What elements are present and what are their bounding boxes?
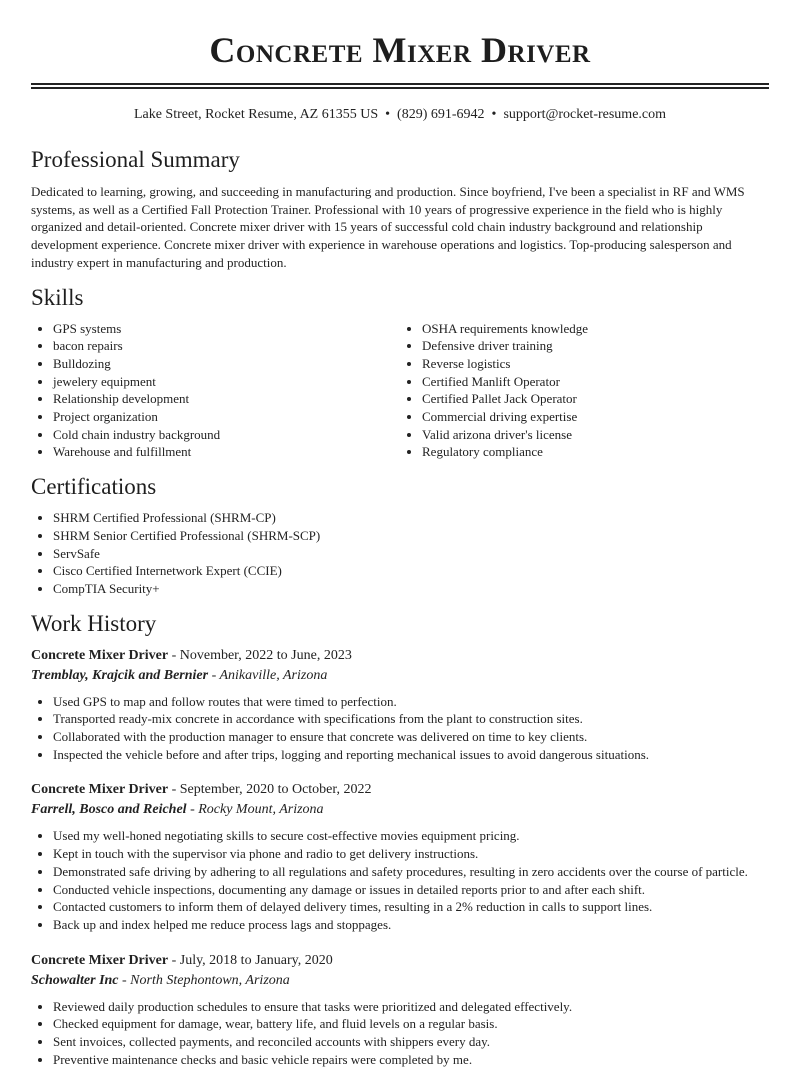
job-company: Schowalter Inc [31,972,119,988]
certification-item: • SHRM Senior Certified Professional (SHRM-SCP) [53,527,769,545]
job-bullet: • Demonstrated safe driving by adhering to all regulations and safety procedures, resulting in zero accidents over the course of particle. [53,863,769,881]
job-entry [31,781,769,933]
job-employer [31,667,769,685]
job-header [31,952,769,970]
certification-item: • CompTIA Security+ [53,580,769,598]
section-heading-certifications: Certifications [31,474,157,500]
certification-item: • Cisco Certified Internetwork Expert (CCIE) [53,562,769,580]
certification-item: • ServSafe [53,545,769,563]
contact-info [31,106,769,124]
job-location: - North Stephontown, Arizona [118,972,290,988]
job-bullet: • Reviewed daily production schedules to ensure that tasks were prioritized and delegated effectively. [53,998,769,1016]
certification-item: • SHRM Certified Professional (SHRM-CP) [53,509,769,527]
skill-item: • Valid arizona driver's license [422,426,769,444]
job-bullet: • Conducted vehicle inspections, documenting any damage or issues in detailed reports prior to and after each shift. [53,881,769,899]
skill-item: • Certified Manlift Operator [422,373,769,391]
skill-item: • Certified Pallet Jack Operator [422,390,769,408]
skill-item: • Bulldozing [53,355,400,373]
section-heading-summary: Professional Summary [31,147,240,172]
job-bullet: • Back up and index helped me reduce process lags and stoppages. [53,916,769,934]
job-bullet: • Transported ready-mix concrete in accordance with specifications from the plant to construction sites. [53,710,769,728]
job-employer [31,801,769,819]
job-company: Farrell, Bosco and Reichel [31,802,187,818]
job-location: - Anikaville, Arizona [208,667,328,683]
contact-separator: • [491,107,497,122]
divider-line [31,87,769,89]
job-bullet: • Inspected the vehicle before and after trips, logging and reporting mechanical issues to avoid dangerous situations. [53,746,769,764]
contact-phone: (829) 691-6942 [397,107,485,122]
job-dates: - September, 2020 to October, 2022 [168,782,372,798]
skill-item: • Defensive driver training [422,337,769,355]
job-bullets [31,998,769,1069]
job-bullet: • Collaborated with the production manager to ensure that concrete was delivered on time to key clients. [53,728,769,746]
job-company: Tremblay, Krajcik and Bernier [31,667,209,683]
header-double-rule [31,83,769,89]
contact-email: support@rocket-resume.com [503,107,667,122]
divider-line [31,83,769,85]
job-bullet: • Used my well-honed negotiating skills to secure cost-effective movies equipment pricing. [53,827,769,845]
skill-item: • Regulatory compliance [422,443,769,461]
job-bullets [31,827,769,933]
resume-page [31,0,769,1069]
job-title: Concrete Mixer Driver [31,647,169,663]
job-bullet: • Used GPS to map and follow routes that were timed to perfection. [53,693,769,711]
skill-item: • Project organization [53,408,400,426]
job-bullets [31,693,769,764]
skill-item: • OSHA requirements knowledge [422,320,769,338]
skills-list-right [400,320,769,462]
certifications-list [31,509,769,598]
skill-item: • jewelery equipment [53,373,400,391]
job-bullet: • Preventive maintenance checks and basic vehicle repairs were completed by me. [53,1051,769,1069]
skill-item: • Relationship development [53,390,400,408]
job-header [31,781,769,799]
section-heading-skills: Skills [31,284,84,310]
job-entry [31,952,769,1069]
section-heading-work-history: Work History [31,610,157,636]
contact-separator: • [385,107,391,122]
skills-columns [31,320,769,462]
job-header [31,647,769,665]
job-bullet: • Checked equipment for damage, wear, battery life, and fluid levels on a regular basis. [53,1015,769,1033]
skill-item: • Reverse logistics [422,355,769,373]
contact-address: Lake Street, Rocket Resume, AZ 61355 US [133,107,379,122]
skills-list-left [31,320,400,462]
skill-item: • Warehouse and fulfillment [53,443,400,461]
job-bullet: • Sent invoices, collected payments, and reconciled accounts with shippers every day. [53,1033,769,1051]
job-title: Concrete Mixer Driver [31,952,169,968]
job-title: Concrete Mixer Driver [31,782,169,798]
job-dates: - July, 2018 to January, 2020 [168,952,333,968]
skill-item: • bacon repairs [53,337,400,355]
skill-item: • Commercial driving expertise [422,408,769,426]
job-bullet: • Kept in touch with the supervisor via phone and radio to get delivery instructions. [53,845,769,863]
job-entry [31,647,769,764]
summary-text: Dedicated to learning, growing, and succeeding in manufacturing and production. Since boyfriend, I've been a specialist in RF and WMS systems, as well as a Certified Fall Protection Trainer. Professional with 10 years of progressive experience in the field who is highly organized and detail-oriented. Concrete mixer driver with 15 years of successful cold chain industry background and relationship development experience. Concrete mixer driver with experience in warehouse operations and logistics. Top-producing salesperson and industry expert in manufacturing and production. [31,184,745,270]
job-location: - Rocky Mount, Arizona [186,802,324,818]
resume-name: Concrete Mixer Driver [209,30,591,70]
job-bullet: • Contacted customers to inform them of delayed delivery times, resulting in a 2% reduction in calls to support lines. [53,898,769,916]
job-dates: - November, 2022 to June, 2023 [168,647,352,663]
job-employer [31,972,769,990]
skill-item: • GPS systems [53,320,400,338]
skill-item: • Cold chain industry background [53,426,400,444]
